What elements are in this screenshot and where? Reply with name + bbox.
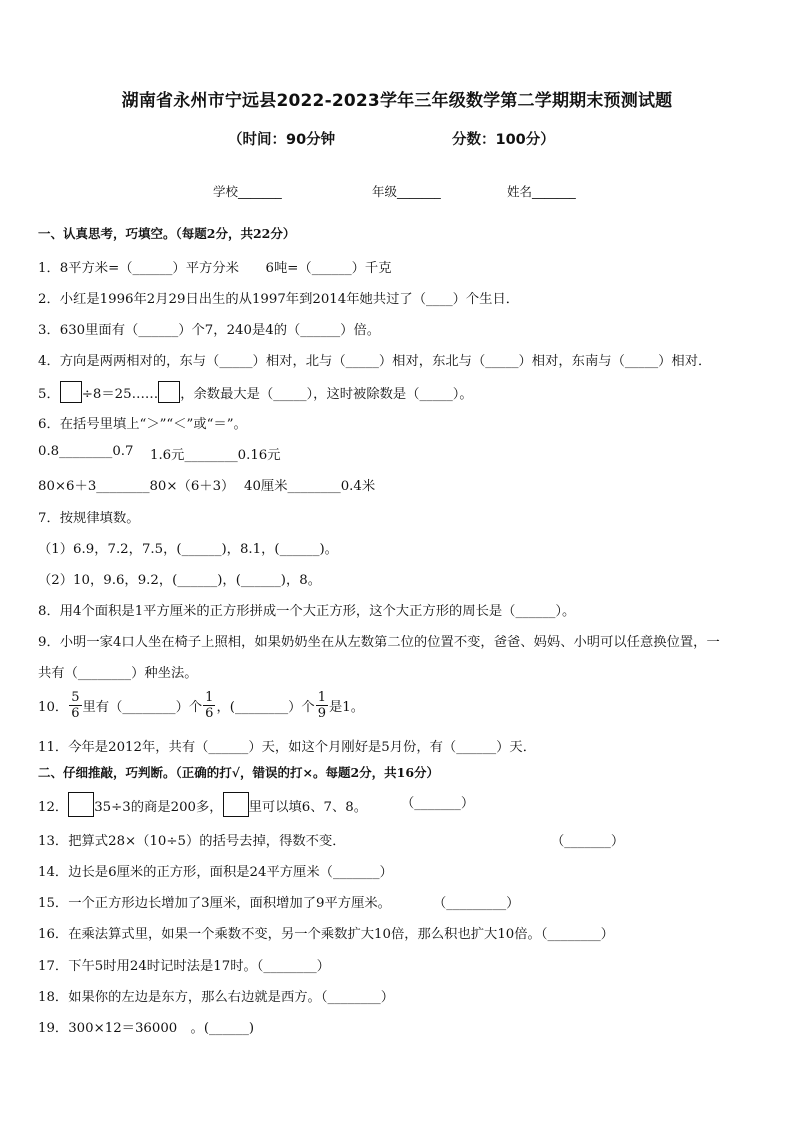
grade-field: 年级_______: [372, 184, 441, 199]
question-7: 7．按规律填数。: [38, 511, 140, 526]
fraction: $\frac{1}{9}$: [317, 690, 327, 721]
question-14: 14．边长是6厘米的正方形，面积是24平方厘米（_______）: [38, 865, 393, 880]
fraction: $\frac{1}{6}$: [205, 690, 214, 721]
question-number: 10．: [38, 700, 69, 715]
answer-box: [223, 792, 249, 817]
question-2: 2．小红是1996年2月29日出生的从1997年到2014年她共过了（____）个生日．: [38, 292, 520, 307]
question-7-1: （1）6.9，7.2，7.5，(______)，8.1，(______)。: [38, 542, 338, 557]
question-18: 18．如果你的左边是东方，那么右边就是西方。（________）: [38, 990, 394, 1005]
answer-box: [60, 381, 82, 403]
section-1-heading: 一、认真思考，巧填空。（每题2分，共22分）: [38, 226, 296, 241]
school-field: 学校_______: [213, 184, 282, 199]
question-16: 16．在乘法算式里，如果一个乘数不变，另一个乘数扩大10倍，那么积也扩大10倍。（________）: [38, 927, 614, 942]
answer-box: [68, 792, 94, 817]
question-text: 35÷3的商是200多，: [94, 800, 223, 815]
compare-item: 1.6元________0.16元: [150, 448, 281, 463]
answer-blank: （_________）: [433, 896, 520, 911]
answer-blank: （_______）: [401, 796, 475, 811]
question-17: 17．下午5时用24时记时法是17时。（________）: [38, 959, 330, 974]
compare-item: 40厘米________0.4米: [244, 479, 376, 494]
question-9-line-2: 共有（________）种坐法。: [38, 666, 198, 681]
question-5: [38, 381, 473, 403]
compare-item: 80×6＋3________80×（6＋3）: [38, 479, 235, 494]
question-7-2: （2）10，9.6，9.2，(______)，(______)，8。: [38, 573, 322, 588]
question-text: ，(________）个: [216, 700, 315, 715]
time-label: （时间：90分钟: [228, 132, 336, 148]
question-9-line-1: 9．小明一家4口人坐在椅子上照相，如果奶奶坐在从左数第二位的位置不变，爸爸、妈妈、小明可以任意换位置，一: [38, 635, 720, 650]
compare-item: 0.8________0.7: [38, 444, 134, 459]
question-1: 1．8平方米=（______）平方分米 6吨=（______）千克: [38, 261, 392, 276]
page-title: 湖南省永州市宁远县2022-2023学年三年级数学第二学期期末预测试题: [121, 91, 673, 111]
score-label: 分数：100分）: [452, 132, 555, 148]
question-text: ，余数最大是（_____），这时被除数是（_____）。: [180, 387, 473, 402]
answer-blank: （_______）: [551, 834, 625, 849]
section-2-heading: 二、仔细推敲，巧判断。（正确的打√，错误的打×。每题2分，共16分）: [38, 765, 440, 780]
question-6: 6．在括号里填上“＞”“＜”或“＝”。: [38, 417, 247, 432]
question-3: 3．630里面有（______）个7，240是4的（______）倍。: [38, 323, 381, 338]
question-text: ÷8＝25……: [81, 387, 159, 402]
question-10: [38, 690, 364, 721]
answer-box: [158, 381, 180, 403]
question-4: 4．方向是两两相对的，东与（_____）相对，北与（_____）相对，东北与（_____）相对，东南与（_____）相对．: [38, 354, 712, 369]
question-13: 13．把算式28×（10÷5）的括号去掉，得数不变．: [38, 834, 346, 849]
question-text: 里可以填6、7、8。: [248, 800, 368, 815]
name-field: 姓名_______: [507, 184, 576, 199]
question-number: 12．: [38, 800, 69, 815]
question-text: 是1。: [329, 700, 365, 715]
question-11: 11．今年是2012年，共有（______）天，如这个月刚好是5月份，有（______）天．: [38, 740, 537, 755]
question-number: 5．: [38, 387, 60, 402]
question-19: 19．300×12＝36000 。(______): [38, 1021, 255, 1036]
question-15: 15．一个正方形边长增加了3厘米，面积增加了9平方厘米。: [38, 896, 391, 911]
question-text: 里有（________）个: [82, 700, 203, 715]
fraction: $\frac{5}{6}$: [71, 690, 80, 721]
question-8: 8．用4个面积是1平方厘米的正方形拼成一个大正方形，这个大正方形的周长是（______）。: [38, 604, 576, 619]
question-12: [38, 792, 367, 817]
